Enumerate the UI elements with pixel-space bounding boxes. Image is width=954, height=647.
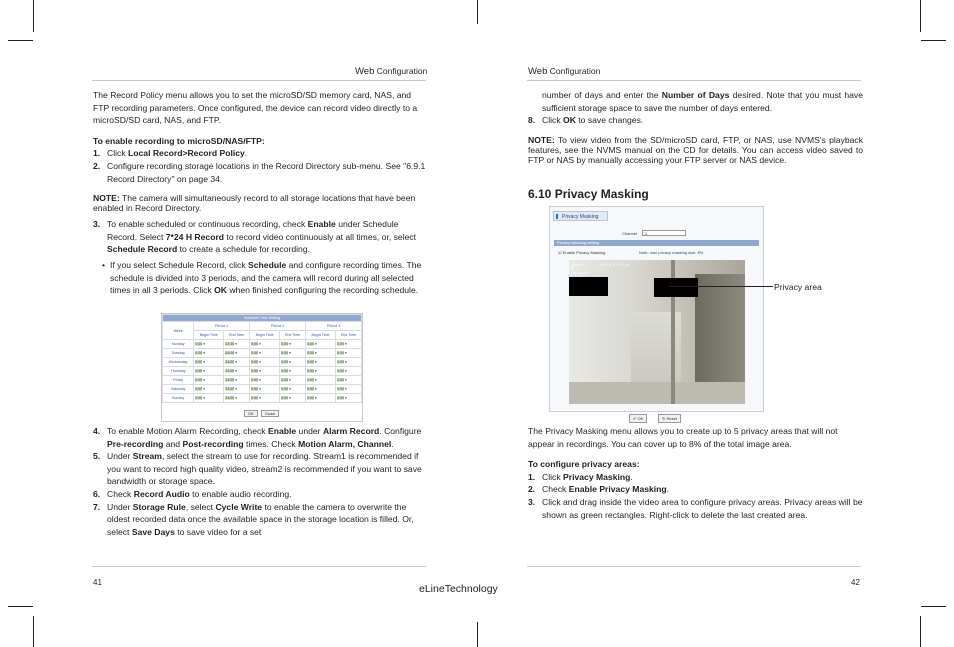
day-cell: Saturday (163, 385, 194, 394)
dropdown-arrow-icon: ▾ (344, 351, 347, 355)
dropdown-arrow-icon: ▾ (234, 387, 238, 391)
time-cell (194, 358, 224, 367)
dropdown-arrow-icon: ▾ (288, 360, 291, 364)
time-cell (194, 376, 224, 385)
schedule-row (163, 340, 362, 349)
time-cell (194, 385, 224, 394)
time-value: 0:00 (195, 342, 203, 346)
left-body (93, 89, 428, 297)
dropdown-arrow-icon: ▾ (314, 342, 317, 346)
time-value: 0:00 (337, 342, 344, 346)
osd-text: Camera IP Entergy IP (571, 263, 587, 275)
dropdown-arrow-icon: ▾ (314, 369, 317, 373)
time-cell (306, 358, 336, 367)
time-value: 0:00 (337, 369, 344, 373)
privacy-ok-button: ✔ OK (629, 414, 647, 423)
dropdown-arrow-icon: ▾ (344, 378, 347, 382)
time-cell (336, 394, 362, 403)
note: NOTE: To view video from the SD/microSD card, FTP, or NAS, use NVMS's playback features, see the NVMS manual on the CD for details. You can access video saved to FTP or NAS by manually accessing your FTP server or NAS device. (528, 134, 863, 165)
step-8: 8. Click OK to save changes. (528, 115, 644, 126)
section-heading (528, 187, 649, 201)
step-5: 5. Under Stream, select the stream to use for recording. Stream1 is recommended if you want to record high quality video, stream2 is recommended if you want to save bandwidth or storage space. (93, 451, 422, 487)
schedule-row (163, 394, 362, 403)
day-cell: Monday (163, 340, 194, 349)
dropdown-arrow-icon: ▾ (288, 378, 291, 382)
step-3: 3. Click and drag inside the video area to configure privacy areas. Privacy areas will be shown as green rectangles. Right-click to delete the last created area. (528, 496, 863, 520)
col-header: Begin Time (250, 331, 280, 340)
schedule-ok-button: OK (244, 410, 258, 417)
time-cell (250, 340, 280, 349)
day-cell: Friday (163, 376, 194, 385)
dropdown-arrow-icon: ▾ (202, 378, 206, 382)
time-cell (224, 340, 250, 349)
footer-rule (527, 566, 861, 567)
dropdown-arrow-icon: ▾ (234, 369, 238, 373)
dropdown-arrow-icon: ▾ (344, 360, 347, 364)
col-header: Begin Time (194, 331, 224, 340)
time-cell (336, 349, 362, 358)
time-cell (194, 340, 224, 349)
header-title: Configuration (549, 66, 601, 76)
dropdown-arrow-icon: ▾ (314, 378, 317, 382)
dropdown-arrow-icon: ▾ (288, 342, 291, 346)
time-cell (250, 367, 280, 376)
max-size-note: Note: max privacy masking size: 8% (639, 250, 704, 255)
time-value: 0:00 (337, 351, 344, 355)
time-cell (224, 376, 250, 385)
dropdown-arrow-icon: ▾ (314, 351, 317, 355)
time-value: 0:00 (281, 351, 289, 355)
time-value: 24:00 (225, 396, 235, 400)
schedule-row (163, 349, 362, 358)
dropdown-arrow-icon: ▾ (288, 387, 291, 391)
continued-step: number of days and enter the Number of Days desired. Note that you must have sufficient storage space to save the number of days entered. (542, 90, 864, 113)
privacy-description: The Privacy Masking menu allows you to create up to 5 privacy areas that will not appear in recordings. You can cover up to 8% of the total image area. (528, 426, 838, 449)
dropdown-arrow-icon: ▾ (288, 396, 291, 400)
time-cell (306, 340, 336, 349)
time-value: 0:00 (307, 369, 315, 373)
day-cell: Wednesday (163, 358, 194, 367)
privacy-reset-button: ↻ Reset (658, 414, 681, 423)
time-value: 0:00 (281, 396, 289, 400)
step-2: 2. Check Enable Privacy Masking. (528, 484, 670, 495)
dropdown-arrow-icon: ▾ (202, 387, 206, 391)
dropdown-arrow-icon: ▾ (288, 351, 291, 355)
page-number-left: 41 (93, 578, 102, 587)
step-7: 7. Under Storage Rule, select Cycle Write to enable the camera to overwrite the oldest recorded data once the available space in the storage location is filled. Or, select Save Days to save video for a set (93, 501, 414, 537)
time-value: 0:00 (307, 342, 315, 346)
time-value: 0:00 (281, 378, 289, 382)
time-cell (250, 394, 280, 403)
time-value: 0:00 (195, 387, 203, 391)
dropdown-arrow-icon: ▾ (258, 351, 261, 355)
tab-marker (556, 214, 558, 219)
dropdown-arrow-icon: ▾ (202, 360, 206, 364)
right-body (528, 89, 863, 165)
time-cell (250, 358, 280, 367)
time-value: 0:00 (195, 351, 203, 355)
dropdown-arrow-icon: ▾ (344, 387, 347, 391)
header-title: Configuration (376, 66, 428, 76)
time-value: 0:00 (251, 396, 259, 400)
time-cell (280, 358, 306, 367)
dropdown-arrow-icon: ▾ (258, 360, 261, 364)
time-value: 24:00 (225, 351, 235, 355)
time-cell (336, 358, 362, 367)
time-cell (280, 394, 306, 403)
time-cell (280, 385, 306, 394)
time-cell (336, 376, 362, 385)
section-subhead: To configure privacy areas: (528, 459, 640, 470)
section-title: Privacy Masking (554, 187, 649, 201)
schedule-title: Schedule Time Setting (163, 315, 362, 322)
section-number: 6.10 (528, 187, 552, 201)
time-cell (280, 349, 306, 358)
time-value: 0:00 (307, 387, 315, 391)
dropdown-arrow-icon: ▾ (202, 396, 206, 400)
time-cell (306, 367, 336, 376)
enable-privacy-checkbox: ☑ Enable Privacy Masking (558, 250, 606, 255)
time-value: 23:30 (225, 342, 235, 346)
col-header: End Time (224, 331, 250, 340)
right-body-lower (528, 425, 863, 521)
time-cell (336, 367, 362, 376)
dropdown-arrow-icon: ▾ (202, 369, 206, 373)
time-value: 0:00 (281, 369, 289, 373)
time-cell (306, 394, 336, 403)
dropdown-arrow-icon: ▾ (234, 396, 238, 400)
time-cell (250, 376, 280, 385)
time-cell (224, 367, 250, 376)
time-value: 0:00 (195, 396, 203, 400)
time-cell (250, 385, 280, 394)
footer-brand: eLineTechnology (419, 583, 498, 595)
osd-timestamp: 2014-06-11 15:31:15 (599, 263, 630, 267)
dropdown-arrow-icon: ▾ (288, 369, 291, 373)
time-cell (306, 376, 336, 385)
dropdown-arrow-icon: ▾ (314, 387, 317, 391)
section-subhead: To enable recording to microSD/NAS/FTP: (93, 135, 265, 146)
dropdown-arrow-icon: ▾ (344, 342, 347, 346)
time-cell (280, 376, 306, 385)
time-cell (280, 340, 306, 349)
page-number-right: 42 (851, 578, 860, 587)
time-cell (224, 385, 250, 394)
dropdown-arrow-icon: ▾ (202, 351, 206, 355)
time-cell (224, 358, 250, 367)
video-scene (569, 382, 745, 404)
time-value: 0:00 (307, 360, 315, 364)
header-prefix: Web (355, 66, 375, 77)
header-prefix: Web (528, 66, 548, 77)
time-cell (306, 349, 336, 358)
dropdown-arrow-icon: ▾ (314, 396, 317, 400)
time-value: 0:00 (251, 369, 259, 373)
schedule-close-button: Close (261, 410, 279, 417)
time-cell (194, 367, 224, 376)
step-6: 6. Check Record Audio to enable audio recording. (93, 488, 292, 499)
col-header: End Time (336, 331, 362, 340)
day-cell: Tuesday (163, 349, 194, 358)
left-body-lower (93, 425, 428, 538)
privacy-masking-screenshot (549, 206, 764, 412)
time-cell (306, 385, 336, 394)
week-header: Week (163, 322, 194, 340)
time-value: 0:00 (337, 378, 344, 382)
header-rule (92, 80, 426, 81)
time-value: 0:00 (337, 387, 344, 391)
step-3: 3. To enable scheduled or continuous recording, check Enable under Schedule Record. Select 7*24 H Record to record video continuously at all times, or, select Schedule Record to create a schedule for recording. (93, 219, 417, 255)
dropdown-arrow-icon: ▾ (258, 387, 261, 391)
channel-select: 1 (642, 230, 686, 236)
dropdown-arrow-icon: ▾ (258, 378, 261, 382)
intro-paragraph: The Record Policy menu allows you to set the microSD/SD memory card, NAS, and FTP recording parameters. Once configured, the device can record video directly to a microSD/SD card, NAS, and FTP. (93, 90, 418, 126)
time-value: 0:00 (307, 378, 315, 382)
time-cell (194, 349, 224, 358)
time-value: 0:00 (337, 396, 344, 400)
schedule-row (163, 358, 362, 367)
video-area (569, 260, 745, 404)
dropdown-arrow-icon: ▾ (258, 369, 261, 373)
settings-strip: Privacy Masking setting (554, 240, 759, 246)
col-header: End Time (280, 331, 306, 340)
time-value: 0:00 (281, 360, 289, 364)
callout-label: Privacy area (774, 282, 822, 292)
dropdown-arrow-icon: ▾ (258, 396, 261, 400)
time-cell (224, 394, 250, 403)
step-1: 1. Click Local Record>Record Policy. (93, 148, 248, 159)
day-cell: Sunday (163, 394, 194, 403)
time-value: 0:00 (307, 351, 315, 355)
time-value: 24:00 (225, 360, 235, 364)
header-rule (527, 80, 861, 81)
period-header: Period 2 (250, 322, 306, 331)
time-value: 0:00 (251, 378, 259, 382)
dropdown-arrow-icon: ▾ (258, 342, 261, 346)
schedule-row (163, 367, 362, 376)
time-cell (194, 394, 224, 403)
time-cell (250, 349, 280, 358)
period-header: Period 1 (194, 322, 250, 331)
privacy-mask-rectangle (654, 278, 698, 297)
time-value: 0:00 (251, 387, 259, 391)
time-cell (336, 385, 362, 394)
col-header: Begin Time (306, 331, 336, 340)
time-value: 0:00 (251, 351, 259, 355)
time-value: 0:00 (307, 396, 315, 400)
dropdown-arrow-icon: ▾ (344, 369, 347, 373)
note: NOTE: The camera will simultaneously record to all storage locations that have been enabled in Record Directory. (93, 193, 416, 214)
time-value: 24:00 (225, 387, 235, 391)
bullet-schedule: • If you select Schedule Record, click Schedule and configure recording times. The schedule is divided into 3 periods, and the camera will record during all selected times in all 3 periods. Click OK when finished configuring the recording schedule. (102, 259, 422, 296)
step-2: 2. Configure recording storage locations in the Record Directory sub-menu. See "6.9.1 Record Directory" on page 34. (93, 160, 426, 184)
dropdown-arrow-icon: ▾ (344, 396, 347, 400)
dropdown-arrow-icon: ▾ (234, 360, 238, 364)
time-value: 0:00 (251, 342, 259, 346)
dropdown-arrow-icon: ▾ (234, 378, 238, 382)
page-header-right (528, 66, 600, 77)
time-value: 0:00 (337, 360, 344, 364)
schedule-screenshot (161, 313, 363, 422)
schedule-row (163, 385, 362, 394)
channel-label: Channel (622, 231, 637, 236)
time-cell (280, 367, 306, 376)
period-header: Period 3 (306, 322, 362, 331)
time-value: 0:00 (195, 369, 203, 373)
time-value: 24:00 (225, 369, 235, 373)
step-1: 1. Click Privacy Masking. (528, 471, 633, 482)
dropdown-arrow-icon: ▾ (234, 351, 238, 355)
schedule-table (162, 314, 362, 403)
dropdown-arrow-icon: ▾ (314, 360, 317, 364)
time-value: 0:00 (195, 378, 203, 382)
step-4: 4. To enable Motion Alarm Recording, check Enable under Alarm Record. Configure Pre-recording and Post-recording times. Check Motion Alarm, Channel. (93, 426, 422, 449)
time-value: 0:00 (251, 360, 259, 364)
privacy-tab: Privacy Masking (553, 211, 608, 221)
time-cell (224, 349, 250, 358)
schedule-row (163, 376, 362, 385)
day-cell: Thursday (163, 367, 194, 376)
page-header-left (355, 66, 427, 77)
time-cell (336, 340, 362, 349)
time-value: 0:00 (281, 387, 289, 391)
time-value: 0:00 (195, 360, 203, 364)
dropdown-arrow-icon: ▾ (202, 342, 206, 346)
time-value: 24:00 (225, 378, 235, 382)
privacy-mask-rectangle (569, 277, 608, 296)
time-value: 0:00 (281, 342, 289, 346)
dropdown-arrow-icon: ▾ (234, 342, 238, 346)
footer-rule (92, 566, 426, 567)
callout-line (669, 286, 773, 287)
